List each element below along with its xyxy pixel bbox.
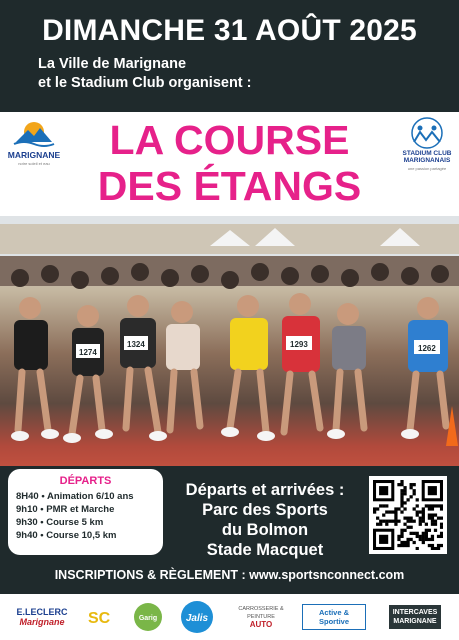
bib-number: 1274 [79,348,97,357]
sponsor-jalis-logo [176,600,218,634]
venue-line-3: du Bolmon [221,521,309,539]
departures-heading: DÉPARTS [59,475,112,487]
sponsors-bar [0,594,459,640]
title-line-2: DES ÉTANGS [97,163,362,209]
sponsor-sc-name: SC [88,610,111,627]
club-emblem-icon [401,116,453,150]
sponsor-active-logo [302,600,366,634]
bib-number: 1262 [418,344,436,353]
sponsor-intercaves-name: INTERCAVES [392,609,438,616]
venue-line-4: Stade Macquet [206,541,324,559]
sponsor-intercaves-box [389,605,442,629]
departure-row: 8H40 • Animation 6/10 ans [16,491,134,502]
sponsor-garig-name: Garig [138,615,158,622]
venue-line-1: Départs et arrivées : [185,481,345,499]
stadium-club-logo-name: STADIUM CLUB MARIGNANAIS [402,150,452,164]
garig-logo-icon [133,602,163,632]
inscriptions-link[interactable]: INSCRIPTIONS & RÈGLEMENT : www.sportsnconnect.com [54,568,405,582]
sponsor-carrosserie-sub: AUTO [249,620,273,629]
qr-code-icon [373,480,443,550]
title-line-1: LA COURSE [109,117,350,163]
sponsor-leclerc-name: E.LECLERC [16,607,68,617]
marignane-logo-tag: notre soleil et eau [18,161,50,166]
organizers-line-2: et le Stadium Club organisent : [38,75,252,91]
title-band [0,112,459,216]
departure-row: 9h40 • Course 10,5 km [16,530,117,541]
venue-info [165,480,365,560]
sponsor-active-name: Active & Sportive [302,604,366,630]
sponsor-carrosserie-title: CARROSSERIE & PEINTURE [238,606,284,620]
marignane-logo-name: MARIGNANE [7,150,61,160]
sponsor-intercaves-logo [376,600,454,634]
sponsor-sc-logo [82,600,122,634]
sponsor-leclerc-city: Marignane [19,617,65,627]
sponsor-garig-logo [132,600,164,634]
venue-line-2: Parc des Sports [202,501,328,519]
runners-photo [0,216,459,466]
bib-number: 1293 [290,340,308,349]
qr-code[interactable] [369,476,447,554]
sponsor-leclerc-logo [6,600,78,634]
sc-logo-icon [86,605,118,629]
departure-row: 9h30 • Course 5 km [16,517,104,528]
departure-row: 9h10 • PMR et Marche [16,504,115,515]
bib-number: 1324 [127,340,145,349]
event-date: DIMANCHE 31 AOÛT 2025 [42,14,417,47]
organizers-line-1: La Ville de Marignane [38,56,187,72]
stadium-club-logo [401,116,453,180]
sponsor-intercaves-city: MARIGNANE [393,618,437,625]
departures-box [8,469,163,555]
jalis-logo-icon [180,600,214,634]
stadium-club-logo-tag: une passion partagée [407,166,447,171]
sponsor-jalis-name: Jalis [185,613,209,624]
sponsor-carrosserie-logo [226,600,296,634]
runners-illustration [0,216,459,466]
organizers [38,55,252,93]
